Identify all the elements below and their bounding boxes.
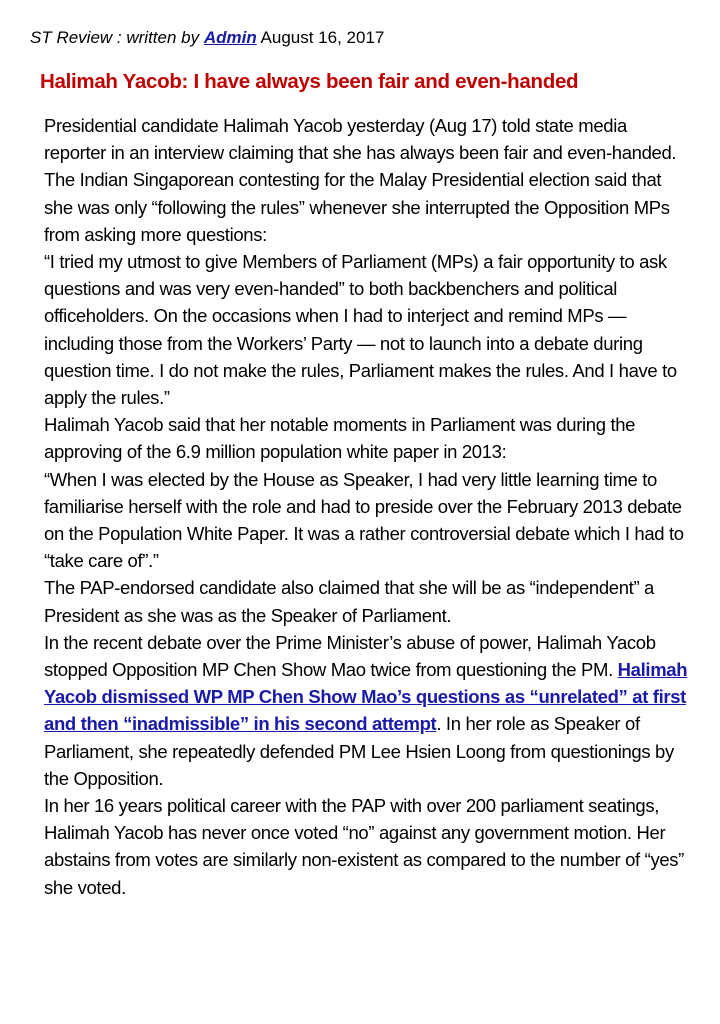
paragraph-intro: Presidential candidate Halimah Yacob yesterday (Aug 17) told state media reporter in an interview claiming that she has always been fair and even-handed. The Indian Singaporean contesting for the Malay Presidential election said that she was only “following the rules” whenever she interrupted the Opposition MPs from asking more questions: xyxy=(44,115,677,245)
article-body xyxy=(44,112,689,901)
paragraph-text: . In her role as Speaker of Parliament, she repeatedly defended PM Lee Hsien Loong from questionings by the Opposition. xyxy=(44,713,674,789)
paragraph-quote-speaker: “When I was elected by the House as Speaker, I had very little learning time to familiarise herself with the role and had to preside over the February 2013 debate on the Population White Paper. It was a rather controversial debate which I had to “take care of”.” xyxy=(44,468,684,572)
byline xyxy=(30,28,384,48)
article-headline: Halimah Yacob: I have always been fair and even-handed xyxy=(40,70,579,93)
paragraph-voting-record: In her 16 years political career with the PAP with over 200 parliament seatings, Halimah Yacob has never once voted “no” against any government motion. Her abstains from votes are similarly non-existent as compared to the number of “yes” she voted. xyxy=(44,795,684,898)
paragraph-notable-moments: Halimah Yacob said that her notable moments in Parliament was during the approving of the 6.9 million population white paper in 2013: xyxy=(44,414,636,463)
paragraph-independent: The PAP-endorsed candidate also claimed that she will be as “independent” a President as she was as the Speaker of Parliament. xyxy=(44,577,654,626)
chen-show-mao-article-link[interactable]: Halimah Yacob dismissed WP MP Chen Show Mao’s questions as “unrelated” at first and then “inadmissible” in his second attempt xyxy=(44,659,688,735)
paragraph-quote-fairness: “I tried my utmost to give Members of Parliament (MPs) a fair opportunity to ask questions and was very even-handed” to both backbenchers and political officeholders. On the occasions when I had to interject and remind MPs — including those from the Workers’ Party — not to launch into a debate during question time. I do not make the rules, Parliament makes the rules. And I have to apply the rules.” xyxy=(44,251,677,409)
paragraph-text: In the recent debate over the Prime Minister’s abuse of power, Halimah Yacob stopped Opposition MP Chen Show Mao twice from questioning the PM. xyxy=(44,631,656,681)
publish-date: August 16, 2017 xyxy=(260,28,385,47)
author-link[interactable]: Admin xyxy=(203,28,257,47)
paragraph-chen-show-mao xyxy=(44,629,689,792)
byline-prefix: ST Review : written by xyxy=(30,28,200,47)
